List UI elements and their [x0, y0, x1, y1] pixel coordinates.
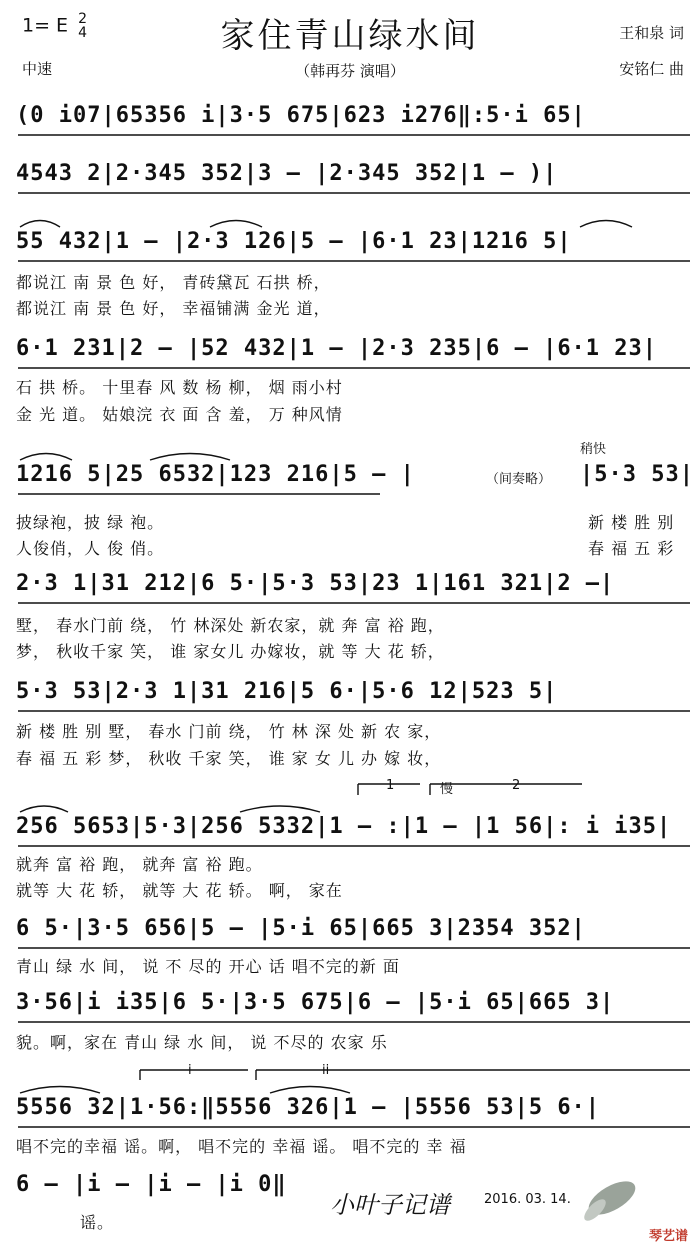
transcriber-signature: 小叶子记谱 [330, 1191, 450, 1219]
lyric-line-5b-end: 春 福 五 彩 [588, 539, 675, 558]
slur-mark [240, 806, 320, 812]
score-line-7: 5·3 53|2·3 1|31 216|5 6·|5·6 12|523 5| [16, 679, 558, 704]
composer-credit: 安铭仁 曲 [619, 60, 684, 78]
leaf-illustration [581, 1175, 641, 1225]
lyricist-credit: 王和泉 词 [619, 24, 684, 42]
lyric-line-8b: 就等 大 花 轿， 就等 大 花 轿。 啊， 家在 [16, 881, 343, 900]
lyric-line-6b: 梦， 秋收千家 笑， 谁 家女儿 办嫁妆，就 等 大 花 轿， [16, 642, 445, 661]
score-line-9: 6 5·|3·5 656|5 – |5·i 65|665 3|2354 352| [16, 916, 586, 941]
slur-mark [270, 1087, 350, 1094]
lyric-line-7b: 春 福 五 彩 梦， 秋收 千家 笑， 谁 家 女 儿 办 嫁 妆， [16, 749, 442, 768]
score-line-6: 2·3 1|31 212|6 5·|5·3 53|23 1|161 321|2 –| [16, 571, 615, 596]
lyric-line-8a: 就奔 富 裕 跑， 就奔 富 裕 跑。 [16, 855, 263, 874]
volta-ii-label: ii [322, 1063, 330, 1078]
key-signature: 1= E 2 4 [22, 11, 88, 41]
score-line-8: 256 5653|5·3|256 5332|1 – :|1 – |1 56|: i i35| [16, 814, 672, 839]
lyric-line-3a: 都说江 南 景 色 好， 青砖黛瓦 石拱 桥， [16, 273, 331, 292]
slur-mark [580, 221, 632, 228]
singer-credit: （韩再芬 演唱） [295, 62, 405, 80]
volta-i-label: i [188, 1063, 192, 1078]
lyric-line-7a: 新 楼 胜 别 墅， 春水 门前 绕， 竹 林 深 处 新 农 家， [16, 722, 442, 741]
score-line-1: (0 i07|65356 i|3·5 675|623 i276‖:5·i 65| [16, 103, 586, 128]
slur-mark [210, 221, 262, 228]
slur-mark [20, 221, 60, 228]
volta-2-label: 2 [512, 778, 521, 793]
slur-mark [20, 454, 72, 461]
transcription-date: 2016. 03. 14. [484, 1192, 571, 1207]
slur-mark [150, 454, 230, 461]
slur-mark [20, 806, 68, 812]
lyric-line-12: 谣。 [80, 1213, 115, 1232]
lyric-line-4b: 金 光 道。 姑娘浣 衣 面 含 羞， 万 种风情 [16, 405, 343, 424]
volta-1-label: 1 [386, 778, 395, 793]
watermark-logo: 琴艺谱 [648, 1229, 688, 1244]
lyric-line-9: 青山 绿 水 间， 说 不 尽的 开心 话 唱不完的新 面 [16, 957, 400, 976]
interlude-note: （间奏略） [486, 472, 552, 487]
lyric-line-4a: 石 拱 桥。 十里春 风 数 杨 柳， 烟 雨小村 [16, 378, 343, 397]
lyric-line-3b: 都说江 南 景 色 好， 幸福铺满 金光 道， [16, 299, 331, 318]
song-title: 家住青山绿水间 [220, 16, 480, 56]
score-line-12: 6 – |i – |i – |i 0‖ [16, 1172, 287, 1197]
lyric-line-10: 貌。啊，家在 青山 绿 水 间， 说 不尽的 农家 乐 [16, 1033, 388, 1052]
lyric-line-5b: 人俊俏，人 俊 俏。 [16, 539, 165, 558]
lyric-line-6a: 墅， 春水门前 绕， 竹 林深处 新农家，就 奔 富 裕 跑， [16, 616, 445, 635]
tempo-mark-faster: 稍快 [580, 442, 607, 457]
score-line-2: 4543 2|2·345 352|3 – |2·345 352|1 – )| [16, 161, 558, 186]
lyric-line-5a-end: 新 楼 胜 别 [588, 513, 675, 532]
score-line-11: 5556 32|1·56:‖5556 326|1 – |5556 53|5 6·| [16, 1095, 601, 1120]
score-line-5-end: |5·3 53| [580, 462, 694, 487]
score-line-10: 3·56|i i35|6 5·|3·5 675|6 – |5·i 65|665 3| [16, 990, 615, 1015]
volta-2-slow-label: 慢 [440, 782, 454, 797]
lyric-line-5a: 披绿袍，披 绿 袍。 [16, 513, 165, 532]
tempo-marking: 中速 [22, 60, 53, 78]
lyric-line-11: 唱不完的幸福 谣。啊， 唱不完的 幸福 谣。 唱不完的 幸 福 [16, 1137, 467, 1156]
slur-mark [20, 1087, 100, 1094]
score-line-4: 6·1 231|2 – |52 432|1 – |2·3 235|6 – |6·1 23| [16, 336, 658, 361]
score-line-3: 55 432|1 – |2·3 126|5 – |6·1 23|1216 5| [16, 229, 572, 254]
score-line-5: 1216 5|25 6532|123 216|5 – | [16, 462, 415, 487]
